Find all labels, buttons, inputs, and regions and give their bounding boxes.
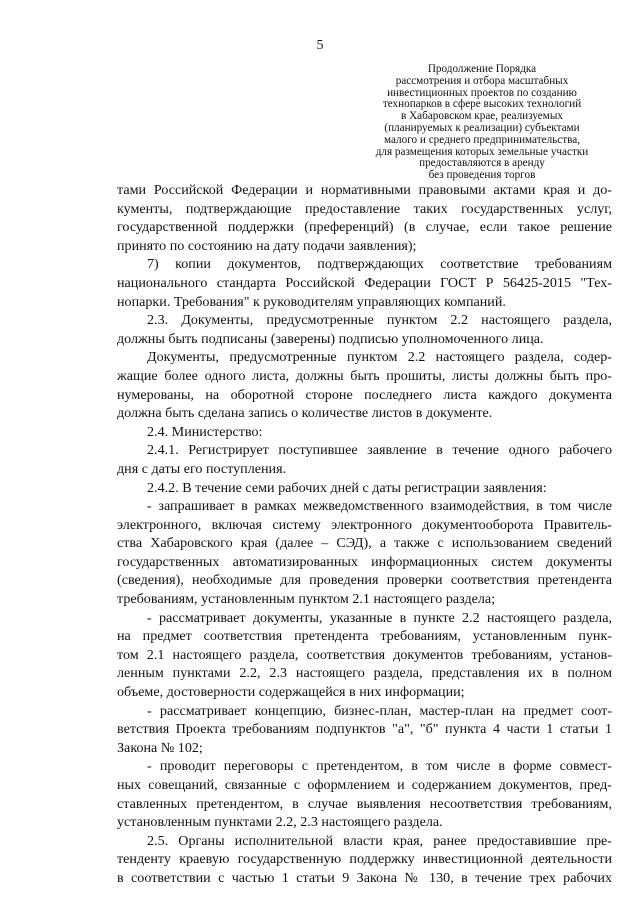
paragraph-line: объеме, достоверности содержащейся в них информации; bbox=[117, 684, 465, 701]
paragraph-line: государственных автоматизированных информационных систем документы bbox=[117, 553, 612, 570]
paragraph-line: нумерованы, на оборотной стороне последнего листа каждого документа bbox=[117, 386, 612, 403]
paragraph-line: ства Хабаровского края (далее – СЭД), а также с использованием сведений bbox=[117, 535, 612, 552]
paragraph-line: 2.4.1. Регистрирует поступившее заявление в течение одного рабочего bbox=[147, 442, 612, 459]
document-header bbox=[348, 64, 616, 182]
paragraph-line: 2.4.2. В течение семи рабочих дней с даты регистрации заявления: bbox=[147, 479, 547, 496]
header-line: для размещения которых земельные участки bbox=[375, 145, 589, 158]
paragraph-line: требованиям, установленным пунктом 2.1 настоящего раздела; bbox=[117, 591, 496, 608]
paragraph-line: тенденту краевую государственную поддержку инвестиционной деятельности bbox=[117, 851, 612, 868]
paragraph-line: - проводит переговоры с претендентом, в том числе в форме совмест- bbox=[147, 758, 612, 775]
paragraph-line: кументы, подтверждающие предоставление таких государственных услуг, bbox=[117, 200, 612, 217]
paragraph-line: на предмет соответствия претендента требованиям, установленным пунк- bbox=[117, 628, 612, 645]
paragraph-line: национального стандарта Российской Федерации ГОСТ Р 56425-2015 "Тех- bbox=[117, 274, 612, 291]
paragraph-line: том 2.1 настоящего раздела, соответствия документов требованиям, установ- bbox=[117, 646, 612, 663]
header-line: предоставляются в аренду bbox=[419, 157, 545, 170]
paragraph-line: - запрашивает в рамках межведомственного взаимодействия, в том числе bbox=[147, 498, 612, 515]
page-number: 5 bbox=[316, 38, 324, 53]
paragraph-line: Документы, предусмотренные пунктом 2.2 настоящего раздела, содер- bbox=[147, 349, 612, 366]
paragraph-line: - рассматривает документы, указанные в пункте 2.2 настоящего раздела, bbox=[147, 609, 612, 626]
header-line: инвестиционных проектов по созданию bbox=[387, 86, 577, 99]
paragraph-line: ленным пунктами 2.2, 2.3 настоящего раздела, представления их в полном bbox=[117, 665, 612, 682]
paragraph-line: жащие более одного листа, должны быть прошиты, листы должны быть про- bbox=[117, 367, 612, 384]
paragraph-line: дня с даты его поступления. bbox=[117, 460, 287, 477]
paragraph-line: 2.4. Министерство: bbox=[147, 423, 263, 440]
paragraph-line: 7) копии документов, подтверждающих соответствие требованиям bbox=[147, 256, 612, 273]
paragraph-line: установленным пунктами 2.2, 2.3 настоящего раздела. bbox=[117, 814, 443, 831]
paragraph-line: (сведения), необходимые для проведения проверки соответствия претендента bbox=[117, 572, 612, 589]
paragraph-line: ветствия Проекта требованиям подпунктов "а", "б" пункта 4 части 1 статьи 1 bbox=[117, 721, 612, 738]
paragraph-line: 2.5. Органы исполнительной власти края, ранее предоставившие пре- bbox=[147, 832, 612, 849]
paragraph-line: тами Российской Федерации и нормативными правовыми актами края и до- bbox=[117, 182, 612, 198]
paragraph-line: электронного, включая систему электронного документооборота Правитель- bbox=[117, 516, 612, 533]
paragraph-line: нопарки. Требования" к руководителям управляющих компаний. bbox=[117, 293, 506, 310]
header-line: малого и среднего предпринимательства, bbox=[383, 133, 581, 146]
paragraph-line: принято по состоянию на дату подачи заявления); bbox=[117, 237, 417, 254]
header-line: (планируемых к реализации) субъектами bbox=[384, 121, 580, 134]
header-line: технопарков в сфере высоких технологий bbox=[382, 98, 582, 111]
paragraph-line: должны быть подписаны (заверены) подписью уполномоченного лица. bbox=[117, 330, 544, 347]
header-line: Продолжение Порядка bbox=[427, 63, 537, 75]
paragraph-line: - рассматривает концепцию, бизнес-план, мастер-план на предмет соот- bbox=[147, 702, 612, 719]
paragraph-line: ных совещаний, связанные с оформлением и содержанием документов, пред- bbox=[117, 777, 612, 793]
paragraph-line: в соответствии с частью 1 статьи 9 Закона № 130, в течение трех рабочих bbox=[117, 869, 612, 886]
paragraph-line: должна быть сделана запись о количестве листов в документе. bbox=[117, 405, 493, 422]
paragraph-line: государственной поддержки (преференций) (в случае, если такое решение bbox=[117, 219, 612, 236]
document-body bbox=[117, 181, 612, 888]
paragraph-line: Закона № 102; bbox=[117, 739, 203, 756]
paragraph-line: 2.3. Документы, предусмотренные пунктом 2.2 настоящего раздела, bbox=[147, 312, 612, 329]
paragraph-line: ставленных претендентом, в случае выявления несоответствия требованиям, bbox=[117, 795, 612, 812]
header-line: без проведения торгов bbox=[428, 169, 536, 182]
header-line: в Хабаровском крае, реализуемых bbox=[401, 110, 563, 123]
header-line: рассмотрения и отбора масштабных bbox=[395, 74, 569, 87]
